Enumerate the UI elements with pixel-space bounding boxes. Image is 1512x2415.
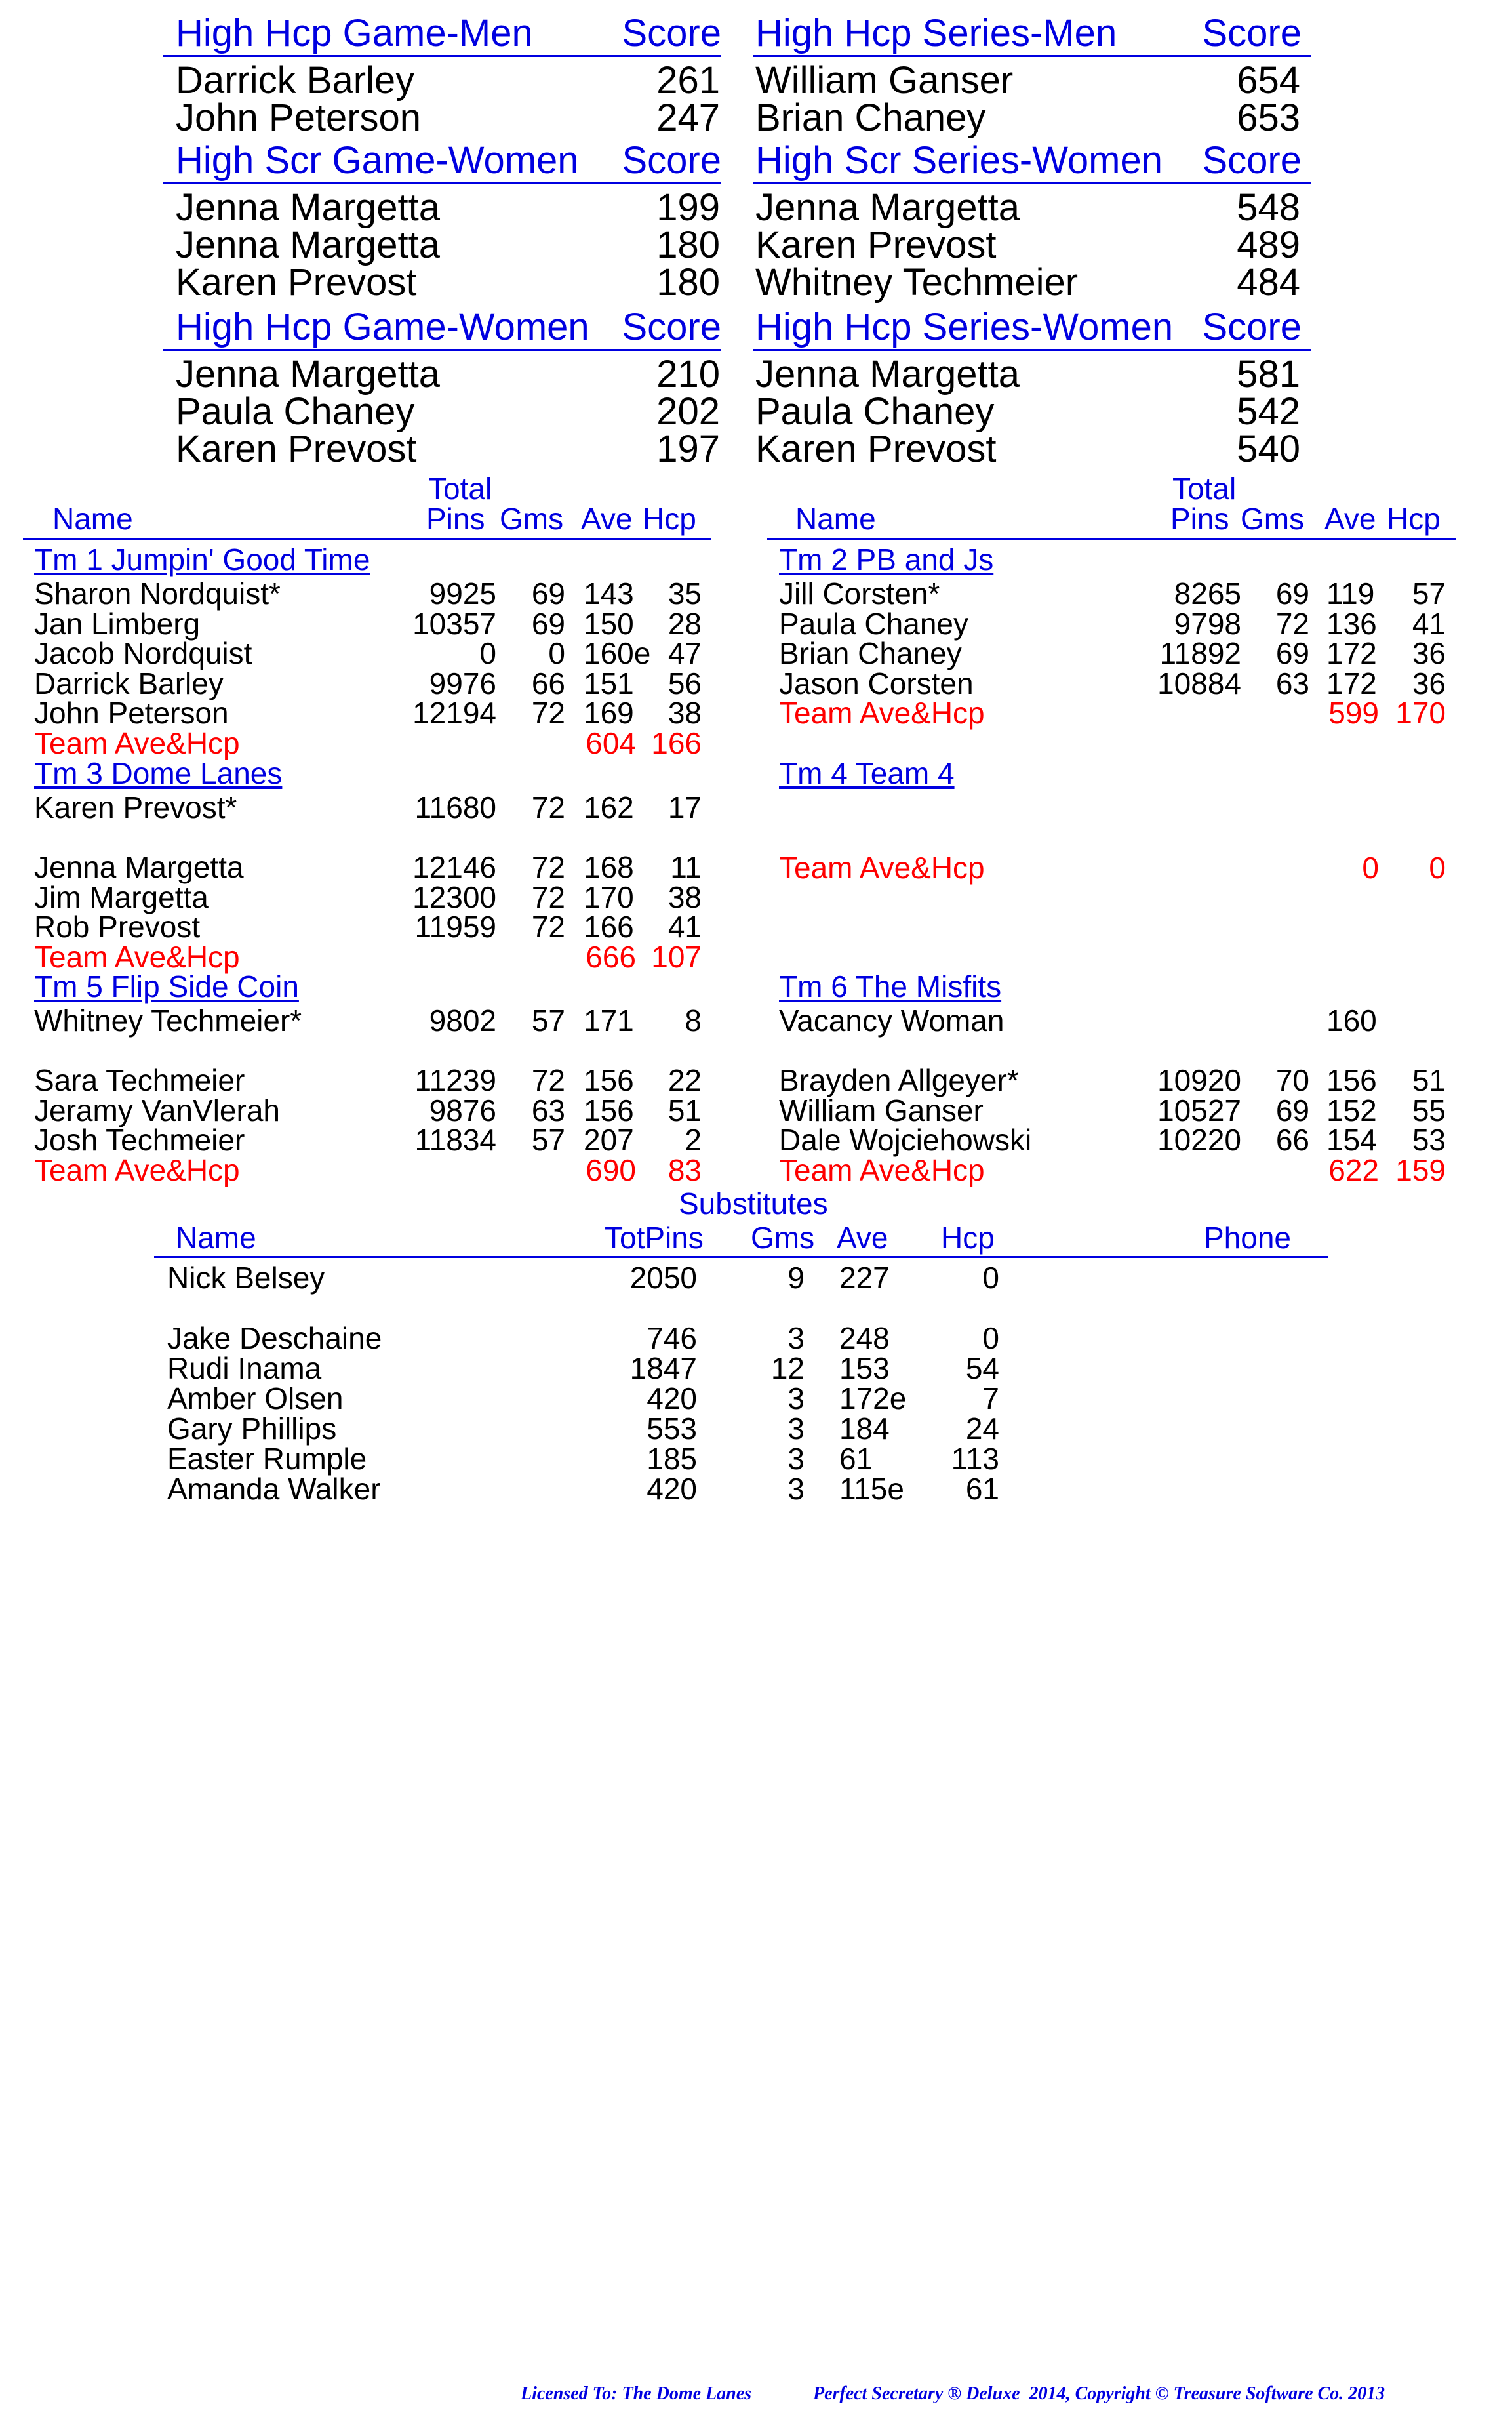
award-score: 489 [1237, 224, 1300, 266]
bowler-total-pins: 11834 [414, 1123, 496, 1157]
bowler-games: 66 [1275, 1123, 1309, 1157]
team-handicap: 107 [651, 939, 702, 974]
bowler-handicap: 56 [667, 666, 702, 700]
sub-games: 3 [787, 1472, 805, 1506]
sub-handicap: 61 [965, 1472, 999, 1506]
team-ave-hcp-label: Team Ave&Hcp [779, 851, 985, 885]
bowler-handicap: 57 [1412, 577, 1446, 611]
sub-average: 172e [839, 1381, 907, 1415]
award-score: 548 [1237, 186, 1300, 229]
award-divider [753, 349, 1311, 351]
team-handicap: 83 [667, 1152, 702, 1187]
bowler-name: Jacob Nordquist [34, 636, 252, 670]
col-header-ave: Ave [581, 502, 633, 536]
sub-average: 227 [839, 1261, 890, 1295]
bowler-games: 72 [531, 850, 565, 884]
bowler-name: Jeramy VanVlerah [34, 1093, 280, 1127]
bowler-games: 57 [531, 1123, 565, 1157]
sub-name: Jake Deschaine [167, 1321, 382, 1355]
sub-name: Amber Olsen [167, 1381, 344, 1415]
bowler-games: 0 [548, 636, 565, 670]
award-bowler-name: Jenna Margetta [755, 353, 1020, 396]
team-ave-hcp-label: Team Ave&Hcp [779, 1152, 985, 1187]
bowler-average: 166 [584, 910, 634, 944]
bowler-total-pins: 10920 [1157, 1063, 1241, 1097]
bowler-total-pins: 10220 [1157, 1123, 1241, 1157]
award-title: High Hcp Game-Men [176, 12, 533, 54]
subs-header-divider [154, 1256, 1328, 1258]
bowler-name: Rob Prevost [34, 910, 201, 944]
col-header-pins: Pins [1170, 502, 1229, 536]
award-score: 180 [656, 224, 720, 266]
bowler-name: Brayden Allgeyer* [779, 1063, 1019, 1097]
bowler-games: 66 [531, 666, 565, 700]
award-title: High Scr Series-Women [755, 139, 1163, 182]
team-average: 0 [1362, 851, 1379, 885]
bowler-name: Vacancy Woman [779, 1004, 1005, 1038]
award-score: 180 [656, 261, 720, 304]
award-bowler-name: Darrick Barley [176, 59, 415, 102]
sub-name: Gary Phillips [167, 1411, 337, 1446]
bowler-name: Sara Techmeier [34, 1063, 245, 1097]
subs-header-phone: Phone [1204, 1221, 1292, 1255]
bowler-average: 168 [584, 850, 634, 884]
bowler-name: Darrick Barley [34, 666, 224, 700]
bowler-handicap: 36 [1412, 636, 1446, 670]
team-ave-hcp-label: Team Ave&Hcp [34, 725, 240, 760]
award-divider [163, 55, 721, 57]
bowler-total-pins: 9798 [1174, 606, 1241, 641]
bowler-handicap: 36 [1412, 666, 1446, 700]
bowler-games: 72 [531, 910, 565, 944]
award-score: 654 [1237, 59, 1300, 102]
award-bowler-name: William Ganser [755, 59, 1014, 102]
bowler-name: Jason Corsten [779, 666, 974, 700]
sub-games: 12 [770, 1351, 805, 1385]
bowler-total-pins: 9876 [429, 1093, 496, 1127]
award-score-label: Score [622, 139, 721, 182]
bowler-games: 69 [1275, 577, 1309, 611]
bowler-average: 172 [1326, 636, 1377, 670]
team-handicap: 170 [1395, 696, 1446, 730]
bowler-total-pins: 12146 [412, 850, 496, 884]
team-average: 604 [586, 725, 636, 760]
award-score: 542 [1237, 390, 1300, 433]
team-average: 622 [1328, 1152, 1379, 1187]
team-name-link: Tm 3 Dome Lanes [34, 756, 283, 790]
award-score: 261 [656, 59, 720, 102]
bowler-games: 72 [1275, 606, 1309, 641]
bowler-total-pins: 10527 [1157, 1093, 1241, 1127]
award-score: 540 [1237, 428, 1300, 470]
award-bowler-name: Karen Prevost [176, 261, 417, 304]
bowler-average: 170 [584, 880, 634, 914]
bowler-games: 72 [531, 790, 565, 824]
award-bowler-name: Whitney Techmeier [755, 261, 1079, 304]
bowler-average: 136 [1326, 606, 1377, 641]
bowler-handicap: 53 [1412, 1123, 1446, 1157]
bowler-games: 57 [531, 1004, 565, 1038]
substitutes-title: Substitutes [679, 1187, 828, 1221]
bowler-games: 72 [531, 1063, 565, 1097]
bowler-name: Sharon Nordquist* [34, 577, 281, 611]
col-header-name: Name [52, 502, 133, 536]
award-bowler-name: Paula Chaney [755, 390, 995, 433]
col-header-pins: Pins [426, 502, 485, 536]
sub-average: 61 [839, 1442, 873, 1476]
bowler-name: Paula Chaney [779, 606, 968, 641]
sub-games: 9 [787, 1261, 805, 1295]
bowler-total-pins: 11239 [414, 1063, 496, 1097]
bowler-games: 69 [531, 606, 565, 641]
bowler-handicap: 8 [685, 1004, 702, 1038]
footer-licensed: Licensed To: The Dome Lanes [521, 2384, 752, 2404]
award-bowler-name: Jenna Margetta [176, 353, 441, 396]
sub-average: 184 [839, 1411, 890, 1446]
award-bowler-name: John Peterson [176, 96, 422, 139]
sub-games: 3 [787, 1321, 805, 1355]
bowler-name: Dale Wojciehowski [779, 1123, 1032, 1157]
sub-average: 153 [839, 1351, 890, 1385]
team-name-link: Tm 2 PB and Js [779, 542, 994, 577]
award-score: 197 [656, 428, 720, 470]
sub-games: 3 [787, 1411, 805, 1446]
award-title: High Scr Game-Women [176, 139, 579, 182]
bowler-average: 150 [584, 606, 634, 641]
bowler-name: Jim Margetta [34, 880, 209, 914]
team-handicap: 159 [1395, 1152, 1446, 1187]
bowler-average: 119 [1326, 577, 1375, 611]
bowler-average: 207 [584, 1123, 634, 1157]
award-bowler-name: Brian Chaney [755, 96, 986, 139]
award-score: 210 [656, 353, 720, 396]
team-ave-hcp-label: Team Ave&Hcp [779, 696, 985, 730]
sub-handicap: 113 [951, 1442, 999, 1476]
sub-handicap: 0 [982, 1261, 999, 1295]
bowler-average: 156 [584, 1093, 634, 1127]
bowler-total-pins: 9802 [429, 1004, 496, 1038]
team-name-link: Tm 6 The Misfits [779, 969, 1002, 1004]
col-header-gms: Gms [1241, 502, 1305, 536]
bowler-total-pins: 12300 [412, 880, 496, 914]
sub-name: Easter Rumple [167, 1442, 367, 1476]
bowler-total-pins: 9925 [429, 577, 496, 611]
sub-games: 3 [787, 1381, 805, 1415]
bowler-name: William Ganser [779, 1093, 984, 1127]
sub-handicap: 54 [965, 1351, 999, 1385]
sub-total-pins: 2050 [629, 1261, 697, 1295]
footer-copyright: Perfect Secretary ® Deluxe 2014, Copyright © Treasure Software Co. 2013 [813, 2384, 1385, 2404]
sub-handicap: 24 [965, 1411, 999, 1446]
bowler-average: 160e [584, 636, 651, 670]
award-score-label: Score [1202, 306, 1302, 348]
award-divider [163, 182, 721, 184]
bowler-total-pins: 10884 [1157, 666, 1241, 700]
award-score: 581 [1237, 353, 1300, 396]
award-title: High Hcp Game-Women [176, 306, 589, 348]
bowler-total-pins: 12194 [412, 696, 496, 730]
award-bowler-name: Paula Chaney [176, 390, 415, 433]
bowler-games: 63 [1275, 666, 1309, 700]
bowler-average: 156 [584, 1063, 634, 1097]
bowler-average: 151 [584, 666, 634, 700]
award-divider [753, 55, 1311, 57]
award-score-label: Score [622, 306, 721, 348]
bowler-name: Jenna Margetta [34, 850, 244, 884]
bowler-average: 162 [584, 790, 634, 824]
bowler-total-pins: 9976 [429, 666, 496, 700]
bowler-average: 169 [584, 696, 634, 730]
sub-total-pins: 1847 [629, 1351, 697, 1385]
subs-header-totpins: TotPins [605, 1221, 704, 1255]
bowler-handicap: 41 [667, 910, 702, 944]
sub-total-pins: 185 [647, 1442, 697, 1476]
bowler-name: Josh Techmeier [34, 1123, 245, 1157]
award-title: High Hcp Series-Women [755, 306, 1174, 348]
team-ave-hcp-label: Team Ave&Hcp [34, 1152, 240, 1187]
award-score-label: Score [1202, 12, 1302, 54]
award-score: 199 [656, 186, 720, 229]
col-header-hcp: Hcp [1387, 502, 1441, 536]
bowler-total-pins: 11680 [414, 790, 496, 824]
bowler-games: 69 [1275, 1093, 1309, 1127]
bowler-games: 70 [1275, 1063, 1309, 1097]
bowler-name: Karen Prevost* [34, 790, 237, 824]
award-divider [163, 349, 721, 351]
award-bowler-name: Karen Prevost [755, 224, 997, 266]
bowler-average: 156 [1326, 1063, 1377, 1097]
award-bowler-name: Jenna Margetta [176, 186, 441, 229]
award-bowler-name: Jenna Margetta [176, 224, 441, 266]
bowler-name: Jan Limberg [34, 606, 201, 641]
col-header-name: Name [795, 502, 876, 536]
bowler-handicap: 41 [1412, 606, 1446, 641]
sub-total-pins: 420 [647, 1472, 697, 1506]
bowler-total-pins: 10357 [412, 606, 496, 641]
award-divider [753, 182, 1311, 184]
sub-total-pins: 553 [647, 1411, 697, 1446]
bowler-name: Whitney Techmeier* [34, 1004, 302, 1038]
bowler-average: 152 [1326, 1093, 1377, 1127]
subs-header-name: Name [176, 1221, 256, 1255]
bowler-average: 160 [1326, 1004, 1377, 1038]
bowler-handicap: 47 [667, 636, 702, 670]
bowler-average: 171 [584, 1004, 634, 1038]
team-average: 666 [586, 939, 636, 974]
bowler-handicap: 51 [667, 1093, 702, 1127]
subs-header-hcp: Hcp [941, 1221, 995, 1255]
sub-name: Amanda Walker [167, 1472, 381, 1506]
roster-header-divider [23, 538, 711, 540]
sub-handicap: 7 [982, 1381, 999, 1415]
bowler-handicap: 35 [667, 577, 702, 611]
bowler-total-pins: 8265 [1174, 577, 1241, 611]
award-score-label: Score [1202, 139, 1302, 182]
subs-header-gms: Gms [751, 1221, 815, 1255]
sub-name: Rudi Inama [167, 1351, 322, 1385]
bowler-handicap: 51 [1412, 1063, 1446, 1097]
team-average: 599 [1328, 696, 1379, 730]
team-name-link: Tm 1 Jumpin' Good Time [34, 542, 370, 577]
bowler-name: Brian Chaney [779, 636, 962, 670]
bowler-games: 72 [531, 696, 565, 730]
award-score: 247 [656, 96, 720, 139]
roster-header-divider [767, 538, 1456, 540]
award-bowler-name: Karen Prevost [755, 428, 997, 470]
bowler-handicap: 38 [667, 696, 702, 730]
award-score: 653 [1237, 96, 1300, 139]
bowler-name: Jill Corsten* [779, 577, 940, 611]
sub-total-pins: 420 [647, 1381, 697, 1415]
bowler-average: 172 [1326, 666, 1377, 700]
bowler-handicap: 11 [670, 850, 702, 884]
bowler-handicap: 38 [667, 880, 702, 914]
bowler-total-pins: 0 [479, 636, 496, 670]
sub-name: Nick Belsey [167, 1261, 325, 1295]
col-header-hcp: Hcp [643, 502, 696, 536]
bowler-average: 143 [584, 577, 634, 611]
sub-average: 248 [839, 1321, 890, 1355]
col-header-ave: Ave [1324, 502, 1376, 536]
bowler-handicap: 22 [667, 1063, 702, 1097]
bowler-games: 72 [531, 880, 565, 914]
sub-average: 115e [839, 1472, 904, 1506]
subs-header-ave: Ave [837, 1221, 888, 1255]
award-bowler-name: Karen Prevost [176, 428, 417, 470]
bowler-average: 154 [1326, 1123, 1377, 1157]
bowler-handicap: 55 [1412, 1093, 1446, 1127]
bowler-total-pins: 11959 [414, 910, 496, 944]
award-score: 484 [1237, 261, 1300, 304]
bowler-games: 69 [531, 577, 565, 611]
team-handicap: 166 [651, 725, 702, 760]
team-ave-hcp-label: Team Ave&Hcp [34, 939, 240, 974]
sub-handicap: 0 [982, 1321, 999, 1355]
col-header-total: Total [428, 472, 492, 506]
bowler-total-pins: 11892 [1159, 636, 1241, 670]
col-header-total: Total [1172, 472, 1237, 506]
team-name-link: Tm 4 Team 4 [779, 756, 955, 790]
team-name-link: Tm 5 Flip Side Coin [34, 969, 299, 1004]
bowler-handicap: 2 [685, 1123, 702, 1157]
bowler-games: 69 [1275, 636, 1309, 670]
bowler-handicap: 28 [667, 606, 702, 641]
team-handicap: 0 [1429, 851, 1446, 885]
sub-games: 3 [787, 1442, 805, 1476]
sub-total-pins: 746 [647, 1321, 697, 1355]
award-score: 202 [656, 390, 720, 433]
bowler-handicap: 17 [667, 790, 702, 824]
award-title: High Hcp Series-Men [755, 12, 1117, 54]
col-header-gms: Gms [500, 502, 564, 536]
bowler-name: John Peterson [34, 696, 229, 730]
bowler-games: 63 [531, 1093, 565, 1127]
award-score-label: Score [622, 12, 721, 54]
team-average: 690 [586, 1152, 636, 1187]
award-bowler-name: Jenna Margetta [755, 186, 1020, 229]
